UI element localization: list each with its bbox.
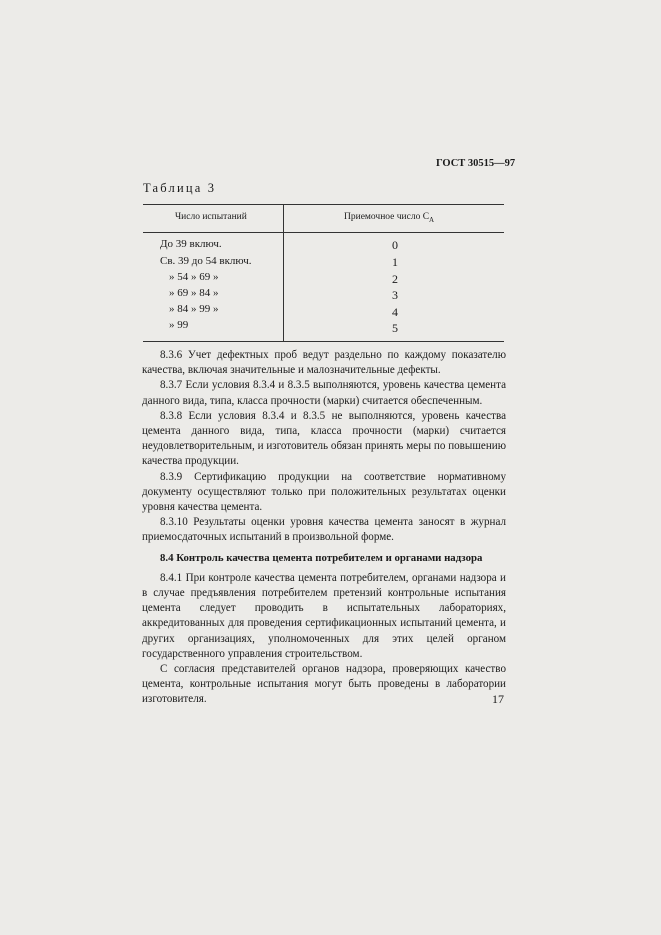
- paragraph-8-4-1: 8.4.1 При контроле качества цемента потребителем, органами надзора и в случае предъявления потребителем претензий контрольные испытания цемента следует проводить в испытательных лабораториях, аккредитованных для проведения сертификационных испытаний цемента, и других организациях, уполномоченных для этих целей органом государственного управления строительством.: [142, 571, 506, 660]
- table-divider-horizontal: [143, 232, 504, 233]
- paragraph-8-3-7: 8.3.7 Если условия 8.3.4 и 8.3.5 выполняются, уровень качества цемента данного вида, типа, класса прочности (марки) считается обеспеченным.: [142, 379, 506, 407]
- table-row-right: 2: [392, 272, 398, 286]
- paragraph-consent: С согласия представителей органов надзора, проверяющих качество цемента, контрольные испытания могут быть проведены в лаборатории изготовителя.: [142, 663, 506, 706]
- acceptance-table: [143, 204, 504, 342]
- table-row-right: 5: [392, 321, 398, 335]
- paragraph-8-3-8: 8.3.8 Если условия 8.3.4 и 8.3.5 не выполняются, уровень качества цемента данного вида, типа, класса прочности (марки) считается неудовлетворительным, и изготовитель обязан принять меры по повышению качества продукции.: [142, 409, 506, 468]
- section-heading-8-4: 8.4 Контроль качества цемента потребителем и органами надзора: [160, 551, 483, 564]
- table-row-left: Св. 39 до 54 включ.: [160, 255, 252, 267]
- table-row-left: » 84 » 99 »: [169, 303, 219, 315]
- acceptance-number-label: Приемочное число C: [344, 212, 430, 222]
- table-divider-vertical: [283, 205, 284, 341]
- table-header-tests-count: Число испытаний: [175, 212, 247, 222]
- paragraph-8-3-9: 8.3.9 Сертификацию продукции на соответствие нормативному документу осуществляют только при положительных результатах оценки уровня качества цемента.: [142, 470, 506, 514]
- page-number: 17: [492, 692, 504, 706]
- paragraph-8-3-6: 8.3.6 Учет дефектных проб ведут раздельно по каждому показателю качества, включая значительные и малозначительные дефекты.: [142, 349, 506, 377]
- table-caption: Таблица 3: [143, 181, 217, 195]
- table-row-left: » 69 » 84 »: [169, 287, 219, 299]
- body-text: [142, 348, 506, 708]
- table-row-right: 1: [392, 255, 398, 269]
- table-header-acceptance-number: [344, 212, 434, 224]
- table-row-right: 4: [392, 305, 398, 319]
- table-row-right: 3: [392, 288, 398, 302]
- paragraph-8-3-10: 8.3.10 Результаты оценки уровня качества цемента заносят в журнал приемосдаточных испытаний в произвольной форме.: [142, 516, 506, 544]
- table-row-right: 0: [392, 238, 398, 252]
- standard-code: ГОСТ 30515—97: [436, 158, 516, 169]
- table-row-left: » 54 » 69 »: [169, 271, 219, 283]
- acceptance-number-subscript: A: [429, 215, 435, 224]
- table-row-left: » 99: [169, 319, 189, 331]
- table-row-left: До 39 включ.: [160, 238, 222, 250]
